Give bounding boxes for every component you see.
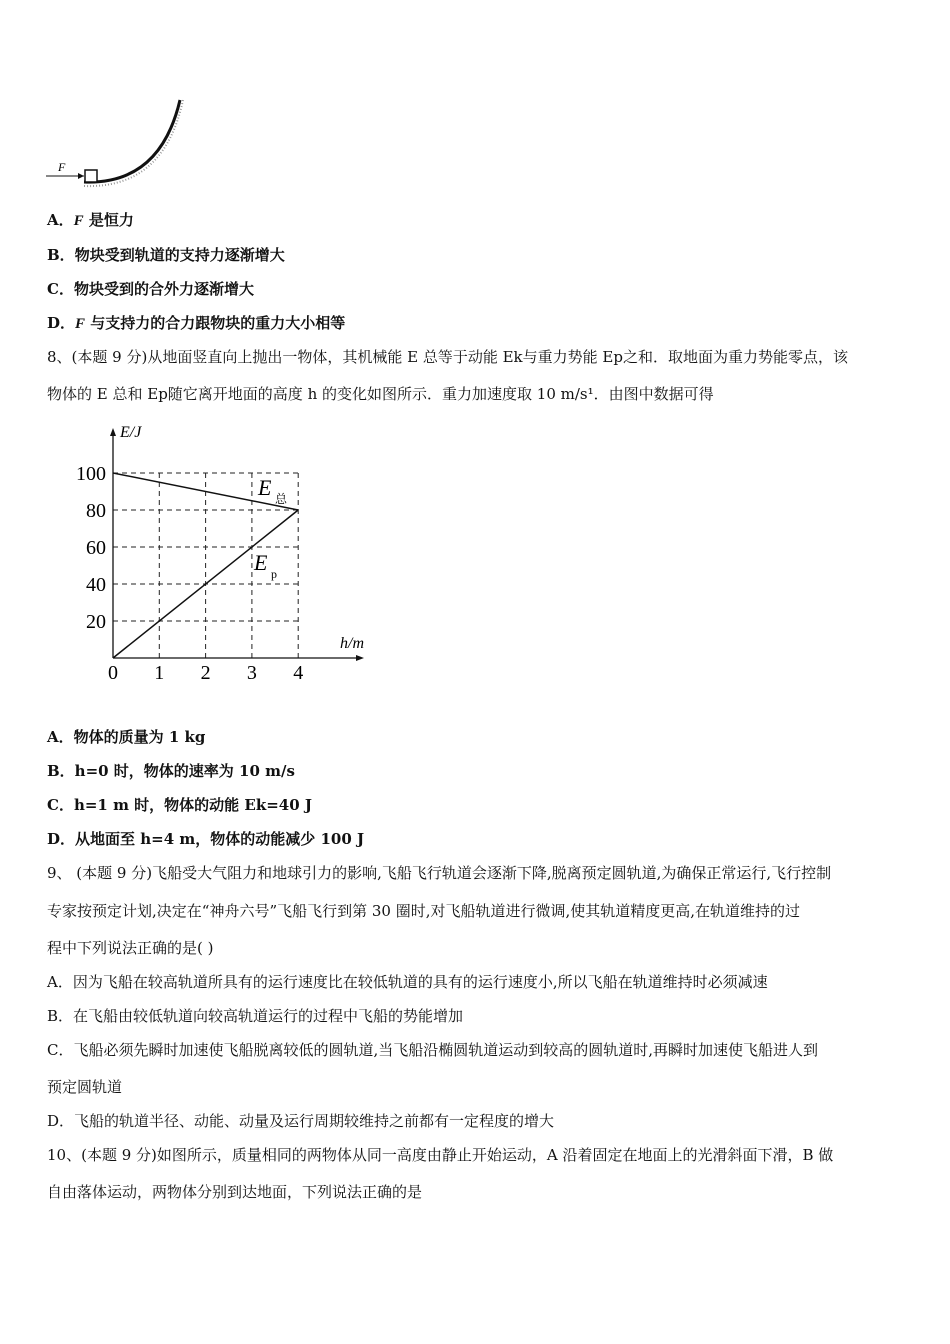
q9-stem-line2: 专家按预定计划,决定在“神舟六号”飞船飞行到第 30 圈时,对飞船轨道进行微调,使其轨道精度更高,在轨道维持的过: [47, 902, 801, 920]
x-tick-label: 2: [200, 662, 211, 684]
q8-option-a[interactable]: A．物体的质量为 1 kg: [47, 728, 206, 746]
q7-option-b[interactable]: B．物块受到轨道的支持力逐渐增大: [47, 246, 285, 264]
q9-stem-line3: 程中下列说法正确的是( ): [47, 939, 214, 957]
y-axis-arrow: [110, 428, 116, 436]
q7-option-d[interactable]: D．F 与支持力的合力跟物块的重力大小相等: [47, 314, 346, 332]
force-label: F: [58, 160, 66, 174]
y-axis-label: E/J: [120, 424, 142, 441]
x-tick-label: 4: [293, 662, 304, 684]
q8-stem-line2: 物体的 E 总和 Ep随它离开地面的高度 h 的变化如图所示．重力加速度取 10 m/s¹．由图中数据可得: [47, 385, 714, 403]
x-tick-label: 1: [154, 662, 165, 684]
x-tick-label: 0: [108, 662, 118, 684]
series-label-sub: p: [271, 567, 277, 581]
q9-option-a[interactable]: A．因为飞船在较高轨道所具有的运行速度比在较低轨道的具有的运行速度小,所以飞船在轨道维持时必须减速: [47, 973, 768, 991]
series-label-sub: 总: [275, 492, 288, 506]
x-tick-label: 3: [246, 662, 257, 684]
q8-option-b[interactable]: B．h=0 时，物体的速率为 10 m/s: [47, 762, 295, 780]
q10-stem-line2: 自由落体运动，两物体分别到达地面，下列说法正确的是: [47, 1183, 423, 1201]
series-label-ep: E: [254, 550, 268, 575]
y-tick-label: 60: [86, 537, 106, 559]
x-axis-label: h/m: [340, 635, 364, 652]
q9-option-d[interactable]: D．飞船的轨道半径、动能、动量及运行周期较维持之前都有一定程度的增大: [47, 1112, 555, 1130]
q9-stem-line1: 9、 (本题 9 分)飞船受大气阻力和地球引力的影响,飞船飞行轨道会逐渐下降,脱离预定圆轨道,为确保正常运行,飞行控制: [47, 864, 832, 882]
q8-option-c[interactable]: C．h=1 m 时，物体的动能 Ek=40 J: [47, 796, 312, 814]
q7-option-c[interactable]: C．物块受到的合外力逐渐增大: [47, 280, 254, 298]
y-tick-label: 40: [86, 574, 106, 596]
q8-stem-line1: 8、(本题 9 分)从地面竖直向上抛出一物体，其机械能 E 总等于动能 Ek与重力势能 Ep之和．取地面为重力势能零点，该: [47, 348, 848, 366]
q9-option-c[interactable]: C．飞船必须先瞬时加速使飞船脱离较低的圆轨道,当飞船沿椭圆轨道运动到较高的圆轨道时,再瞬时加速使飞船进人到: [47, 1041, 819, 1059]
y-tick-label: 100: [76, 463, 106, 485]
q7-option-a[interactable]: A．F 是恒力: [47, 211, 134, 229]
y-tick-label: 20: [86, 611, 106, 633]
x-axis-arrow: [356, 655, 364, 661]
q10-stem-line1: 10、(本题 9 分)如图所示，质量相同的两物体从同一高度由静止开始运动，A 沿着固定在地面上的光滑斜面下滑，B 做: [47, 1146, 834, 1164]
q8-option-d[interactable]: D．从地面至 h=4 m，物体的动能减少 100 J: [47, 830, 365, 848]
series-label-etotal: E: [258, 475, 272, 500]
y-tick-label: 80: [86, 500, 106, 522]
q9-option-c-cont[interactable]: 预定圆轨道: [47, 1078, 123, 1096]
q9-option-b[interactable]: B．在飞船由较低轨道向较高轨道运行的过程中飞船的势能增加: [47, 1007, 464, 1025]
